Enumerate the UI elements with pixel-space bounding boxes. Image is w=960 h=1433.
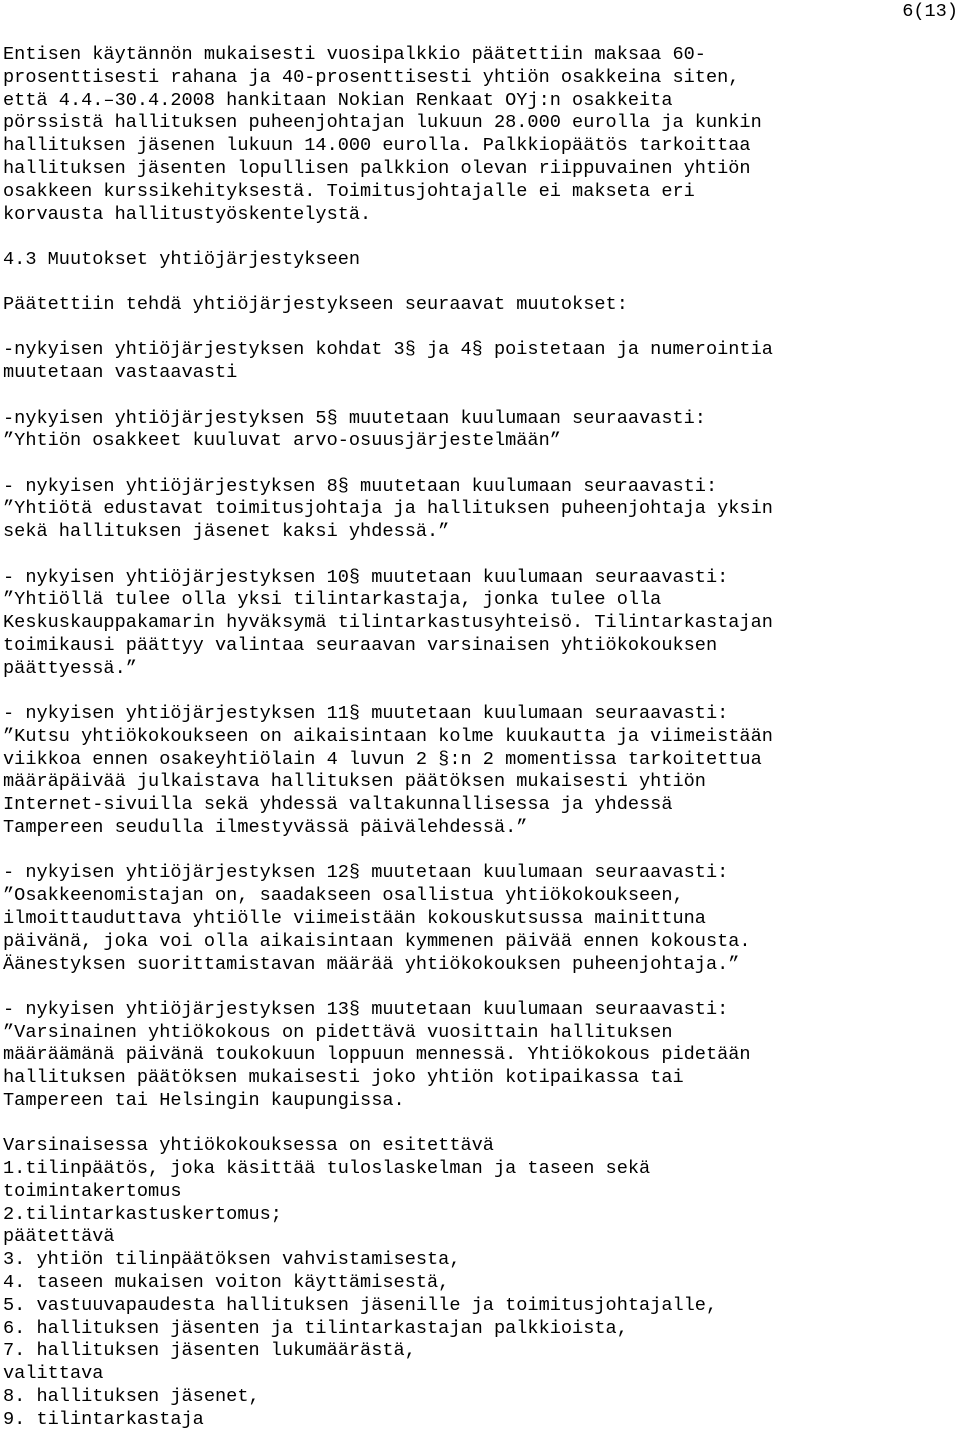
paragraph: [3, 44, 958, 226]
text-line: Tampereen tai Helsingin kaupungissa.: [3, 1089, 405, 1111]
text-line: hallituksen jäsenen lukuun 14.000 eurolla. Palkkiopäätös tarkoittaa: [3, 135, 751, 157]
text-line: prosenttisesti rahana ja 40-prosenttisesti yhtiön osakkeina siten,: [3, 66, 740, 88]
document-body: [3, 44, 958, 1432]
text-line: 7. hallituksen jäsenten lukumäärästä,: [3, 1340, 416, 1362]
paragraph: [3, 999, 958, 1113]
page-number: 6(13): [902, 1, 958, 22]
text-line: Varsinaisessa yhtiökokouksessa on esitettävä: [3, 1135, 494, 1157]
text-line: 1.tilinpäätös, joka käsittää tuloslaskelman ja taseen sekä: [3, 1158, 651, 1180]
text-line: päätettävä: [3, 1226, 115, 1248]
text-line: ”Yhtiötä edustavat toimitusjohtaja ja hallituksen puheenjohtaja yksin: [3, 498, 773, 520]
paragraph: [3, 703, 958, 840]
text-line: Tampereen seudulla ilmestyvässä päivälehdessä.”: [3, 817, 528, 839]
text-line: ilmoittauduttava yhtiölle viimeistään kokouskutsussa mainittuna: [3, 907, 706, 929]
text-line: - nykyisen yhtiöjärjestyksen 13§ muutetaan kuulumaan seuraavasti:: [3, 998, 729, 1020]
text-line: viikkoa ennen osakeyhtiölain 4 luvun 2 §:n 2 momentissa tarkoitettua: [3, 748, 762, 770]
text-line: - nykyisen yhtiöjärjestyksen 11§ muutetaan kuulumaan seuraavasti:: [3, 703, 729, 725]
text-line: -nykyisen yhtiöjärjestyksen 5§ muutetaan kuulumaan seuraavasti:: [3, 407, 706, 429]
text-line: - nykyisen yhtiöjärjestyksen 8§ muutetaan kuulumaan seuraavasti:: [3, 475, 718, 497]
text-line: ”Varsinainen yhtiökokous on pidettävä vuosittain hallituksen: [3, 1021, 673, 1043]
text-line: ”Yhtiön osakkeet kuuluvat arvo-osuusjärjestelmään”: [3, 430, 561, 452]
text-line: että 4.4.–30.4.2008 hankitaan Nokian Renkaat OYj:n osakkeita: [3, 89, 673, 111]
text-line: - nykyisen yhtiöjärjestyksen 10§ muutetaan kuulumaan seuraavasti:: [3, 566, 729, 588]
text-line: ”Osakkeenomistajan on, saadakseen osallistua yhtiökokoukseen,: [3, 885, 684, 907]
text-line: 6. hallituksen jäsenten ja tilintarkastajan palkkioista,: [3, 1317, 628, 1339]
text-line: Päätettiin tehdä yhtiöjärjestykseen seuraavat muutokset:: [3, 294, 628, 316]
text-line: valittava: [3, 1363, 104, 1385]
text-line: määräämänä päivänä toukokuun loppuun mennessä. Yhtiökokous pidetään: [3, 1044, 751, 1066]
text-line: -nykyisen yhtiöjärjestyksen kohdat 3§ ja 4§ poistetaan ja numerointia: [3, 339, 773, 361]
text-line: päättyessä.”: [3, 657, 137, 679]
text-line: Internet-sivuilla sekä yhdessä valtakunnallisessa ja yhdessä: [3, 794, 673, 816]
paragraph: [3, 567, 958, 681]
text-line: toimintakertomus: [3, 1180, 182, 1202]
text-line: osakkeen kurssikehityksestä. Toimitusjohtajalle ei makseta eri: [3, 180, 695, 202]
text-line: - nykyisen yhtiöjärjestyksen 12§ muutetaan kuulumaan seuraavasti:: [3, 862, 729, 884]
text-line: korvausta hallitustyöskentelystä.: [3, 203, 372, 225]
text-line: 9. tilintarkastaja: [3, 1408, 204, 1430]
paragraph: [3, 1135, 958, 1431]
paragraph: [3, 339, 958, 385]
text-line: 3. yhtiön tilinpäätöksen vahvistamisesta,: [3, 1249, 461, 1271]
paragraph: [3, 249, 958, 272]
text-line: 4. taseen mukaisen voiton käyttämisestä,: [3, 1272, 450, 1294]
text-line: pörssistä hallituksen puheenjohtajan lukuun 28.000 eurolla ja kunkin: [3, 112, 762, 134]
paragraph: [3, 862, 958, 976]
text-line: muutetaan vastaavasti: [3, 362, 238, 384]
text-line: hallituksen jäsenten lopullisen palkkion olevan riippuvainen yhtiön: [3, 157, 751, 179]
text-line: 2.tilintarkastuskertomus;: [3, 1203, 282, 1225]
text-line: Entisen käytännön mukaisesti vuosipalkkio päätettiin maksaa 60-: [3, 44, 706, 65]
text-line: ”Kutsu yhtiökokoukseen on aikaisintaan kolme kuukautta ja viimeistään: [3, 725, 773, 747]
text-line: hallituksen päätöksen mukaisesti joko yhtiön kotipaikassa tai: [3, 1067, 684, 1089]
text-line: ”Yhtiöllä tulee olla yksi tilintarkastaja, jonka tulee olla: [3, 589, 662, 611]
text-line: Keskuskauppakamarin hyväksymä tilintarkastusyhteisö. Tilintarkastajan: [3, 612, 773, 634]
paragraph: [3, 294, 958, 317]
text-line: sekä hallituksen jäsenet kaksi yhdessä.”: [3, 521, 450, 543]
paragraph: [3, 408, 958, 454]
text-line: toimikausi päättyy valintaa seuraavan varsinaisen yhtiökokouksen: [3, 634, 718, 656]
text-line: Äänestyksen suorittamistavan määrää yhtiökokouksen puheenjohtaja.”: [3, 953, 740, 975]
text-line: 5. vastuuvapaudesta hallituksen jäsenille ja toimitusjohtajalle,: [3, 1294, 718, 1316]
text-line: 8. hallituksen jäsenet,: [3, 1386, 260, 1408]
text-line: määräpäivää julkaistava hallituksen päätöksen mukaisesti yhtiön: [3, 771, 706, 793]
text-line: 4.3 Muutokset yhtiöjärjestykseen: [3, 248, 361, 270]
text-line: päivänä, joka voi olla aikaisintaan kymmenen päivää ennen kokousta.: [3, 930, 751, 952]
paragraph: [3, 476, 958, 544]
